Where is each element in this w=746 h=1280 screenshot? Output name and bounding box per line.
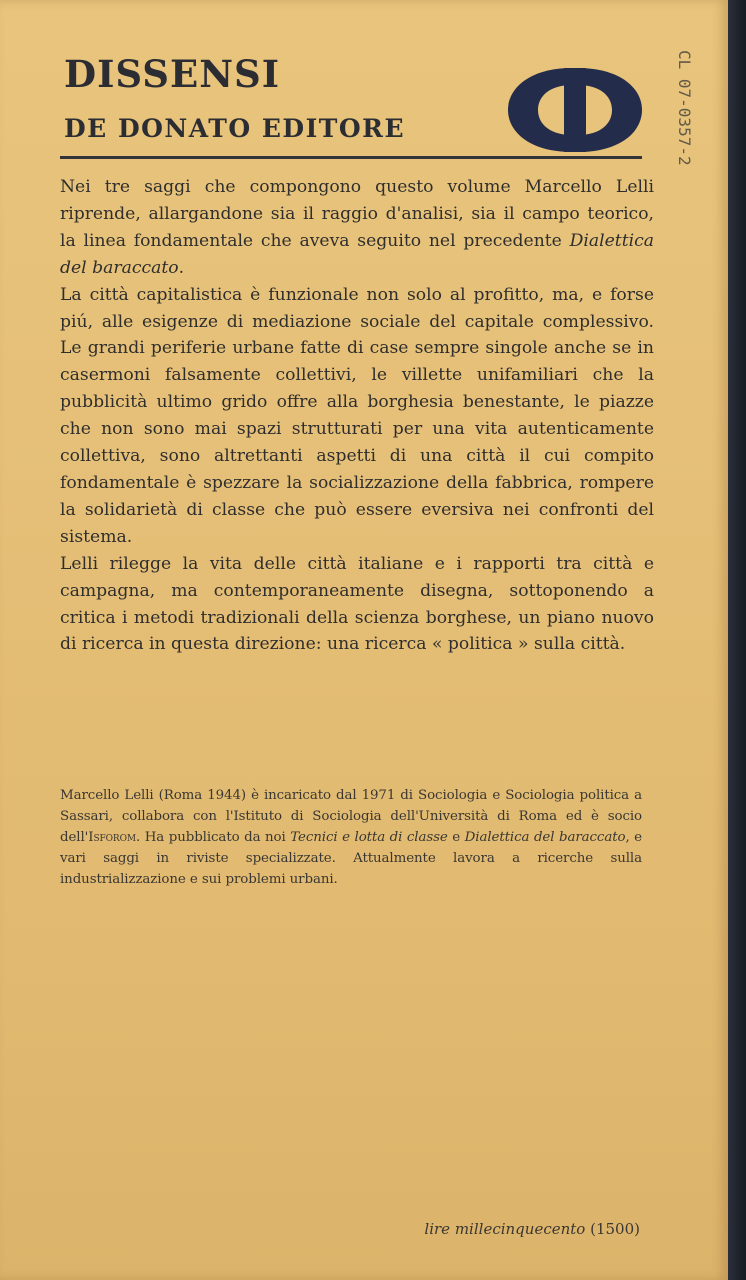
bio-book-1: Tecnici e lotta di classe: [290, 830, 448, 845]
publisher-name: DE DONATO EDITORE: [64, 114, 406, 143]
author-bio-text: [60, 785, 642, 890]
bio-and: e: [447, 830, 465, 845]
background-edge: [728, 0, 746, 1280]
header-divider: [60, 156, 642, 159]
bio-book-2: Dialettica del baraccato: [464, 830, 626, 845]
series-title: DISSENSI: [64, 52, 281, 96]
blurb-paragraph-1-end: .: [178, 257, 185, 278]
blurb-book-title: Dialettica del baraccato: [60, 230, 654, 278]
blurb-paragraph-1: [60, 174, 654, 282]
blurb-paragraph-1-text: Nei tre saggi che compongono questo volume Marcello Lelli riprende, allargandone sia il raggio d'analisi, sia il campo teorico, la linea fondamentale che aveva seguito nel precedente: [60, 177, 654, 251]
price-value: (1500): [590, 1220, 640, 1238]
dd-monogram-icon: [508, 66, 642, 154]
blurb-text: [60, 174, 654, 762]
bio-part-1: Marcello Lelli (Roma 1944) è incaricato dal 1971 di Sociologia e Sociologia politica a Sassari, collabora con l'Istituto di Sociologia dell'Università di Roma ed è socio dell': [60, 788, 642, 845]
blurb-paragraph-2: La città capitalistica è funzionale non solo al profitto, ma, e forse piú, alle esigenze di mediazione sociale del capitale complessivo. Le grandi periferie urbane fatte di case sempre singole anche se in casermoni falsamente collettivi, le villette unifamiliari che la pubblicità ultimo grido offre alla borghesia benestante, le piazze che non sono mai spazi strutturati per una vita autenticamente collettiva, sono altrettanti aspetti di una città il cui compito fondamentale è spezzare la socializzazione della fabbrica, rompere la solidarietà di classe che può essere eversiva nei confronti del sistema.: [60, 284, 654, 547]
bio-part-3: , e vari saggi in riviste specializzate. Attualmente lavora a ricerche sulla industrializzazione e sui problemi urbani.: [60, 830, 642, 887]
blurb-paragraph-3: Lelli rilegge la vita delle città italiane e i rapporti tra città e campagna, ma contemporaneamente disegna, sottoponendo a critica i metodi tradizionali della scienza borghese, un piano nuovo di ricerca in questa direzione: una ricerca « politica » sulla città.: [60, 553, 654, 655]
author-bio: [60, 785, 642, 925]
price-line: [390, 1220, 640, 1242]
price-label: lire millecinquecento: [424, 1220, 586, 1238]
bio-part-2: . Ha pubblicato da noi: [136, 830, 291, 845]
catalog-code: CL 07-0357-2: [675, 50, 694, 166]
bio-org: Isforom: [88, 830, 136, 845]
